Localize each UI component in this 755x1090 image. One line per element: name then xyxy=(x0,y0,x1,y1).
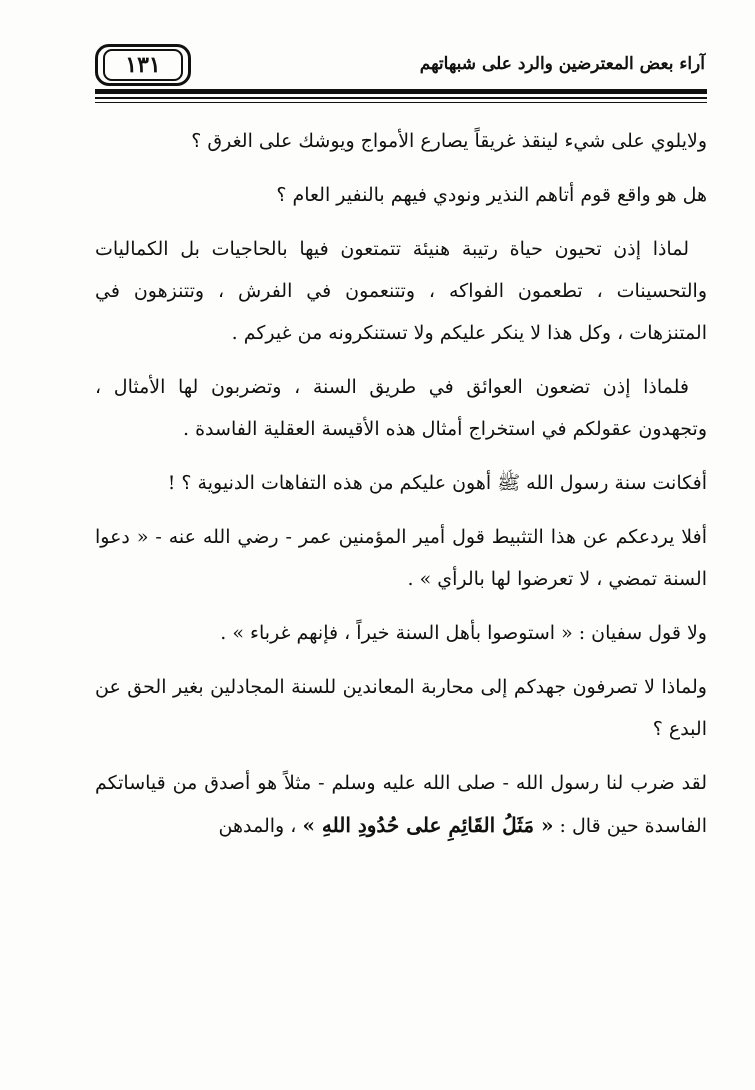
paragraph: هل هو واقع قوم أتاهم النذير ونودي فيهم بالنفير العام ؟ xyxy=(276,184,707,206)
page-header xyxy=(95,38,705,94)
running-title: آراء بعض المعترضين والرد على شبهاتهم xyxy=(419,54,705,74)
body-text xyxy=(95,120,707,859)
paragraph: لماذا إذن تحيون حياة رتيبة هنيئة تتمتعون فيها بالحاجيات بل الكماليات والتحسينات ، تطعمون الفواكه ، وتتنعمون في الفرش ، وتتنزهون في المتنزهات ، وكل هذا لا ينكر عليكم ولا تستنكرونه من غيركم . xyxy=(95,238,707,344)
header-rule-thick xyxy=(95,89,707,94)
paragraph-with-hadith xyxy=(95,762,707,847)
page-number: ١٣١ xyxy=(103,49,183,81)
hadith-quote: « مَثَلُ القَائِمِ على حُدُودِ اللهِ » xyxy=(302,813,554,837)
paragraph-tail: ، والمدهن xyxy=(218,815,297,837)
paragraph: ولايلوي على شيء لينقذ غريقاً يصارع الأمواج ويوشك على الغرق ؟ xyxy=(191,130,707,152)
paragraph: فلماذا إذن تضعون العوائق في طريق السنة ، وتضربون لها الأمثال ، وتجهدون عقولكم في استخراج أمثال هذه الأقيسة العقلية الفاسدة . xyxy=(95,376,707,440)
paragraph: ولا قول سفيان : « استوصوا بأهل السنة خيراً ، فإنهم غرباء » . xyxy=(220,622,707,644)
page-number-frame xyxy=(95,44,191,86)
paragraph: أفلا يردعكم عن هذا التثبيط قول أمير المؤمنين عمر - رضي الله عنه - « دعوا السنة تمضي ، لا تعرضوا لها بالرأي » . xyxy=(95,526,707,590)
paragraph: ولماذا لا تصرفون جهدكم إلى محاربة المعاندين للسنة المجادلين بغير الحق عن البدع ؟ xyxy=(95,676,707,740)
header-rule-hairline xyxy=(95,102,707,103)
paragraph: أفكانت سنة رسول الله ﷺ أهون عليكم من هذه التفاهات الدنيوية ؟ ! xyxy=(167,472,707,494)
paragraph-lead: لقد ضرب لنا رسول الله - صلى الله عليه وسلم - مثلاً هو أصدق من قياساتكم الفاسدة حين قال : xyxy=(95,772,707,837)
header-rule-thin xyxy=(95,97,707,99)
